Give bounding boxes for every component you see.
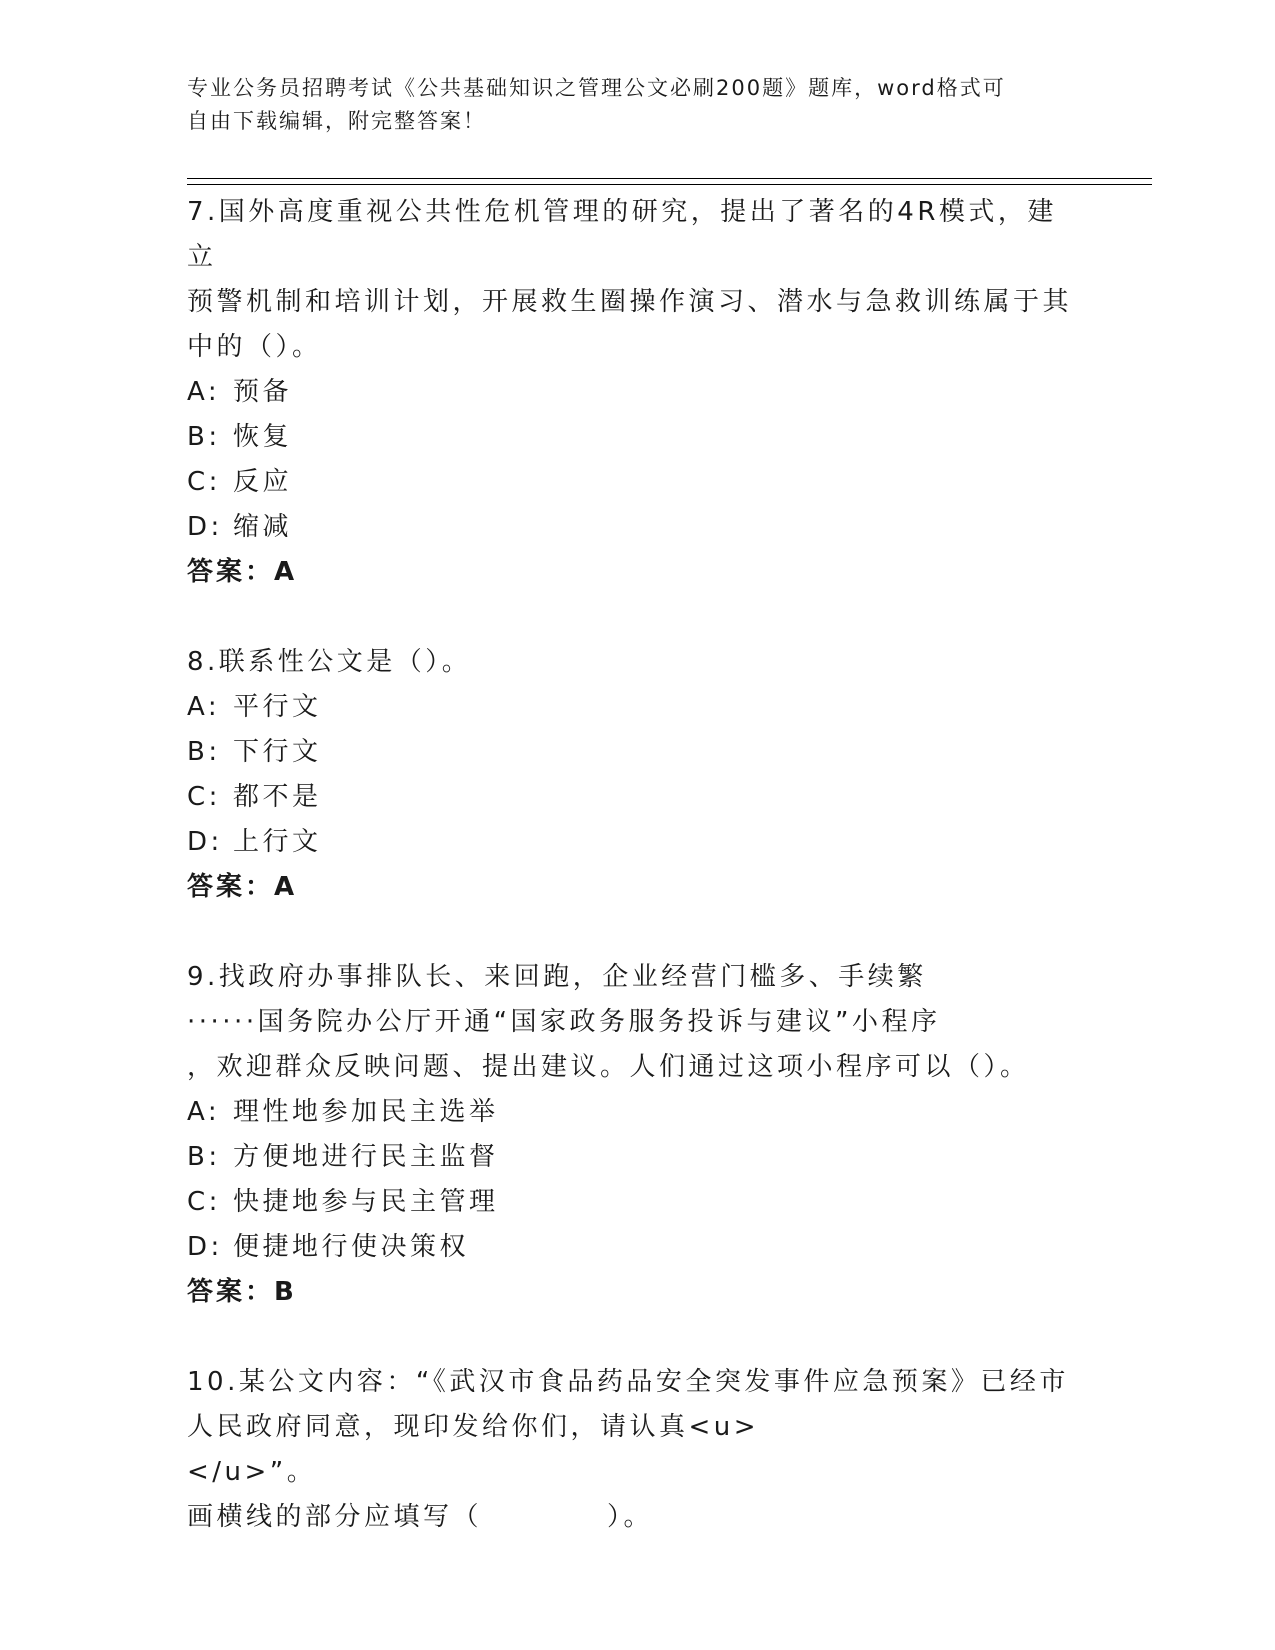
option-letter: B: <box>187 737 221 767</box>
option-text: 反应 <box>233 467 293 497</box>
option-a <box>187 685 1077 730</box>
option-letter: A: <box>187 692 221 722</box>
option-d <box>187 820 1077 865</box>
option-text: 平行文 <box>233 692 322 722</box>
option-text: 缩减 <box>233 512 293 542</box>
option-letter: D: <box>187 512 223 542</box>
option-letter: C: <box>187 1187 221 1217</box>
question-stem-line: 预警机制和培训计划，开展救生圈操作演习、潜水与急救训练属于其 <box>187 287 1073 317</box>
option-letter: C: <box>187 467 221 497</box>
stem-text: 画横线的部分应填写（ <box>187 1502 483 1532</box>
stem-text: </u>”。 <box>187 1457 317 1487</box>
option-c <box>187 1180 1077 1225</box>
option-letter: B: <box>187 422 221 452</box>
question-8 <box>187 640 1077 910</box>
question-stem-line: 7.国外高度重视公共性危机管理的研究，提出了著名的4R模式，建立 <box>187 197 1057 272</box>
spacer <box>187 910 1077 955</box>
question-stem-line: 8.联系性公文是（）。 <box>187 647 472 677</box>
question-stem-line: ······国务院办公厅开通“国家政务服务投诉与建议”小程序 <box>187 1007 941 1037</box>
option-c <box>187 460 1077 505</box>
option-text: 都不是 <box>233 782 322 812</box>
option-c <box>187 775 1077 820</box>
option-letter: D: <box>187 1232 223 1262</box>
option-letter: C: <box>187 782 221 812</box>
header-divider-top <box>187 178 1152 179</box>
question-stem-line: 中的（）。 <box>187 332 322 362</box>
option-letter: B: <box>187 1142 221 1172</box>
option-text: 预备 <box>233 377 293 407</box>
stem-text: ）。 <box>607 1502 654 1532</box>
option-text: 恢复 <box>233 422 293 452</box>
question-stem-line: ，欢迎群众反映问题、提出建议。人们通过这项小程序可以（）。 <box>187 1052 1030 1082</box>
question-stem-line: 10.某公文内容：“《武汉市食品药品安全突发事件应急预案》已经市 <box>187 1367 1069 1397</box>
question-stem-line: 9.找政府办事排队长、来回跑，企业经营门槛多、手续繁 <box>187 962 927 992</box>
option-letter: D: <box>187 827 223 857</box>
option-text: 方便地进行民主监督 <box>233 1142 499 1172</box>
stem-text: 人民政府同意，现印发给你们，请认真<u> <box>187 1412 760 1442</box>
option-a <box>187 370 1077 415</box>
option-text: 理性地参加民主选举 <box>233 1097 499 1127</box>
header-line-2: 自由下载编辑，附完整答案！ <box>187 109 486 133</box>
option-letter: A: <box>187 1097 221 1127</box>
option-text: 便捷地行使决策权 <box>233 1232 470 1262</box>
header-divider-bottom <box>187 184 1152 185</box>
spacer <box>187 1315 1077 1360</box>
option-letter: A: <box>187 377 221 407</box>
option-text: 快捷地参与民主管理 <box>233 1187 499 1217</box>
question-list <box>187 190 1077 1540</box>
question-stem-line <box>187 1405 1077 1495</box>
answer-line: 答案：A <box>187 557 298 587</box>
answer-line: 答案：B <box>187 1277 297 1307</box>
option-text: 上行文 <box>233 827 322 857</box>
option-d <box>187 1225 1077 1270</box>
option-b <box>187 415 1077 460</box>
spacer <box>187 595 1077 640</box>
option-b <box>187 1135 1077 1180</box>
option-d <box>187 505 1077 550</box>
option-b <box>187 730 1077 775</box>
answer-line: 答案：A <box>187 872 298 902</box>
question-7 <box>187 190 1077 595</box>
option-a <box>187 1090 1077 1135</box>
question-stem-line <box>187 1495 1077 1540</box>
option-text: 下行文 <box>233 737 322 767</box>
document-header <box>187 72 1067 138</box>
header-line-1: 专业公务员招聘考试《公共基础知识之管理公文必刷200题》题库，word格式可 <box>187 76 1006 100</box>
question-10 <box>187 1360 1077 1540</box>
question-9 <box>187 955 1077 1315</box>
